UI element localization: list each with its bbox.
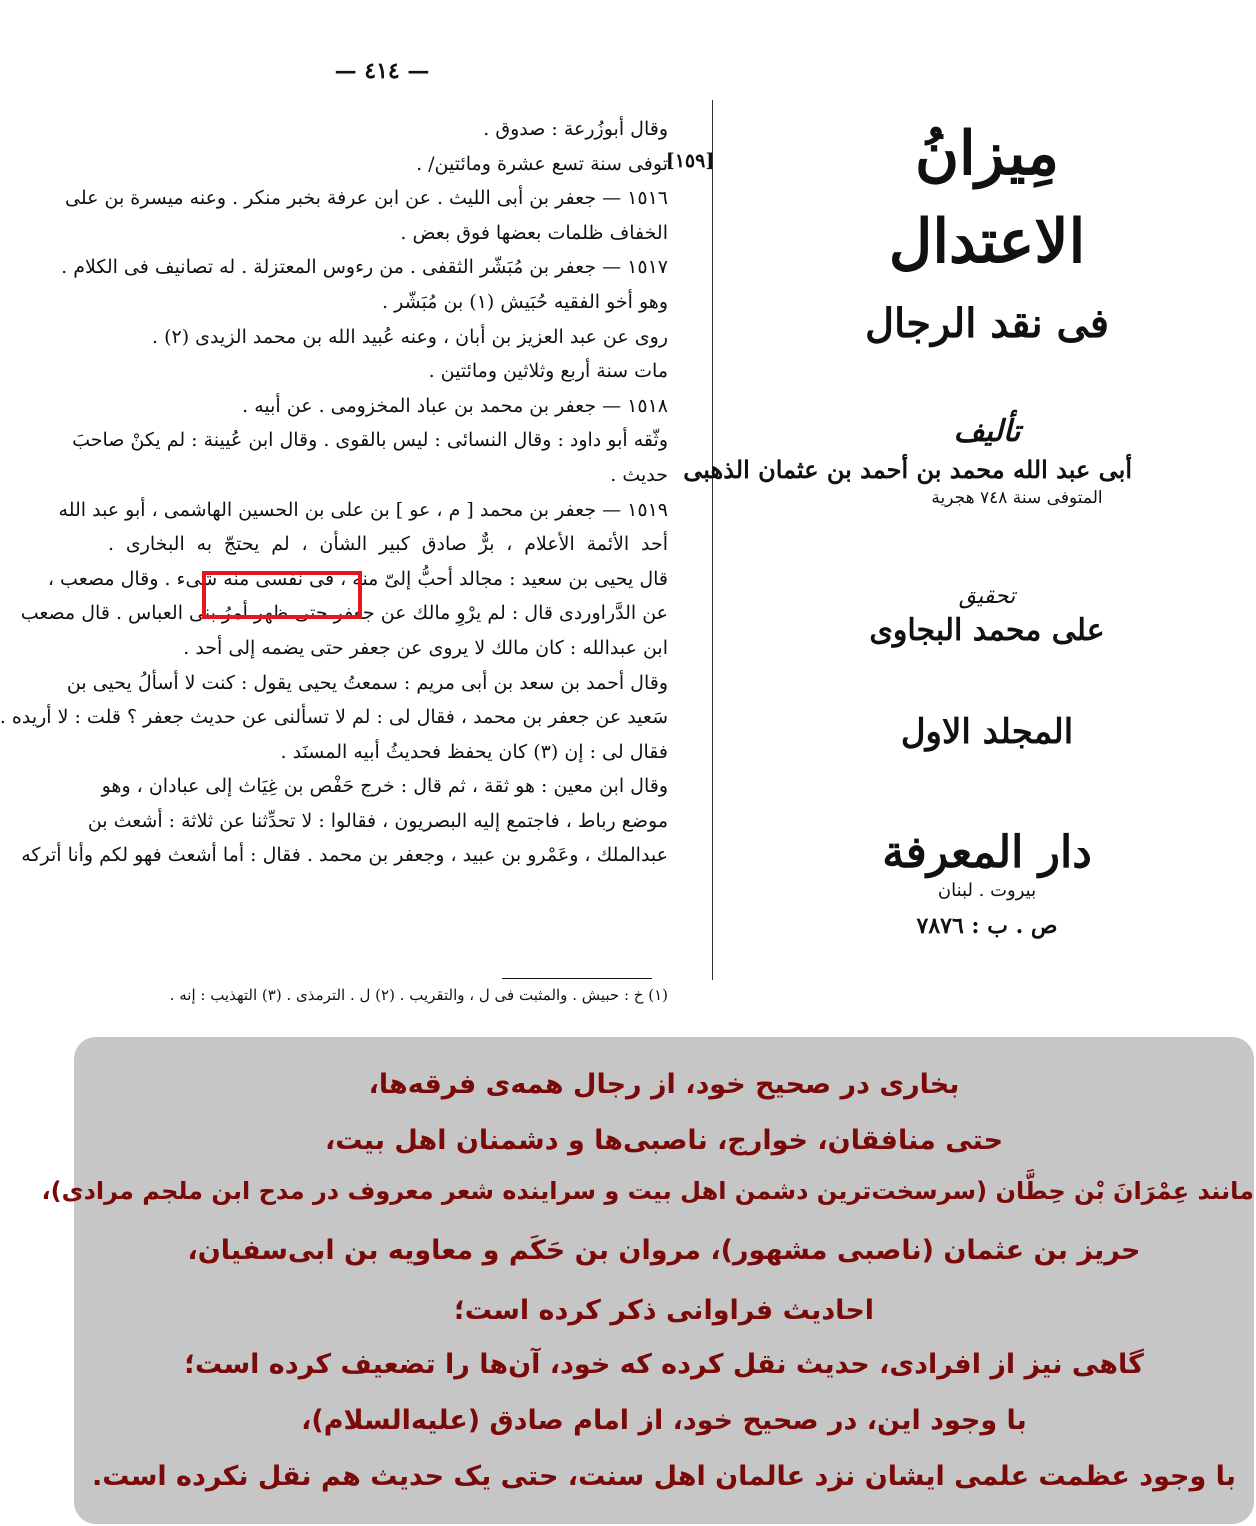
- publisher-city: بيروت . لبنان: [937, 880, 1037, 901]
- body-line: روى عن عبد العزيز بن أبان ، وعنه عُبيد الله بن محمد الزيدى (٢) .: [152, 325, 668, 348]
- body-line: عبدالملك ، وعَمْرو بن عبيد ، وجعفر بن محمد . فقال : أما أشعث فهو لكم وأنا أتركه: [21, 844, 668, 867]
- volume-label: المجلد الاول: [900, 712, 1074, 752]
- publisher-name: دار المعرفة: [882, 827, 1092, 878]
- body-line: ١٥١٨ — جعفر بن محمد بن عباد المخزومى . عن أبيه .: [242, 394, 668, 417]
- highlight-box: [202, 571, 362, 619]
- body-line: ١٥١٧ — جعفر بن مُبَشّر الثقفى . من رءوس المعتزلة . له تصانيف فى الكلام .: [61, 256, 668, 279]
- commentary-line: گاهی نیز از افرادی، حدیث نقل کرده که خود، آن‌ها را تضعیف کرده است؛: [184, 1349, 1144, 1380]
- body-line: موضع رباط ، فاجتمع إليه البصريون ، فقالوا : لا تحدِّثنا عن ثلاثة : أشعث بن: [87, 809, 668, 832]
- body-text: [0, 112, 668, 982]
- footnotes: (١) خ : حبيش . والمثبت فى ل ، والتقريب . (٢) ل . الترمذى . (٣) التهذيب : إنه .: [169, 986, 668, 1004]
- body-line: وقال ابن معين : هو ثقة ، ثم قال : خرج حَفْص بن غِيَاث إلى عبادان ، وهو: [101, 775, 668, 798]
- body-line: عن الدَّراوردى قال : لم يرْوِ مالك عن جعفر حتى ظهر أمرُ بنى العباس . قال مصعب: [20, 602, 668, 625]
- column-divider: [712, 100, 713, 980]
- authored-label: تأليف: [953, 414, 1021, 449]
- body-line: حديث .: [610, 463, 668, 486]
- page-number: — ٤١٤ —: [334, 58, 430, 84]
- body-line: وقال أحمد بن سعد بن أبى مريم : سمعتُ يحيى يقول : كنت لا أسألُ يحيى بن: [66, 671, 668, 694]
- book-subtitle: فى نقد الرجال: [864, 300, 1110, 347]
- commentary-panel: [41, 1037, 1254, 1524]
- edited-label: تحقيق: [958, 584, 1016, 609]
- commentary-line: حریز بن عثمان (ناصبی مشهور)، مروان بن حَکَم و معاویه بن ابی‌سفیان،: [187, 1235, 1141, 1266]
- commentary-line: با وجود این، در صحیح خود، از امام صادق (علیه‌السلام)،: [301, 1405, 1027, 1436]
- book-title: مِيزانُ الاعتدال: [888, 119, 1086, 277]
- body-line: ابن عبدالله : كان مالك لا يروى عن جعفر حتى يضمه إلى أحد .: [183, 636, 668, 659]
- margin-note: [١٥٩]: [665, 150, 715, 172]
- author-name: أبى عبد الله محمد بن أحمد بن عثمان الذهبى: [683, 455, 1132, 484]
- commentary-line: مانند عِمْرَانَ بْن حِطَّان (سرسخت‌ترین دشمن اهل بیت و سراینده شعر معروف در مدح ابن ملجم مرادی)،: [41, 1177, 1254, 1205]
- body-line: قال يحيى بن سعيد : مجالد أحبُّ إلىّ منه ، فى نفسى منه شىء . وقال مصعب ،: [47, 567, 668, 590]
- body-line: وقال أبوزُرعة : صدوق .: [483, 118, 668, 140]
- body-line: وثّقه أبو داود : وقال النسائى : ليس بالقوى . وقال ابن عُيينة : لم يكنْ صاحبَ: [72, 429, 668, 452]
- body-line: ١٥١٩ — جعفر بن محمد [ م ، عو ] بن على بن الحسين الهاشمى ، أبو عبد الله: [58, 498, 668, 521]
- body-line: توفى سنة تسع عشرة ومائتين/ .: [416, 152, 668, 175]
- commentary-line: احادیث فراوانی ذکر کرده است؛: [453, 1295, 875, 1326]
- editor-name: على محمد البجاوى: [869, 613, 1105, 648]
- footnote-rule: [502, 978, 652, 979]
- publisher-pobox: ص . ب : ٧٨٧٦: [916, 913, 1058, 939]
- commentary-line: با وجود عظمت علمی ایشان نزد عالمان اهل سنت، حتی یک حدیث هم نقل نکرده است.: [92, 1461, 1236, 1492]
- commentary-line: بخاری در صحیح خود، از رجال همه‌ی فرقه‌ها،: [368, 1069, 960, 1100]
- body-line: وهو أخو الفقيه حُبَيش (١) بن مُبَشّر .: [382, 290, 668, 313]
- body-line: مات سنة أربع وثلاثين ومائتين .: [428, 360, 668, 383]
- author-death-year: المتوفى سنة ٧٤٨ هجرية: [931, 488, 1103, 508]
- body-line: فقال لى : إن (٣) كان يحفظ فحديثُ أبيه المسنَد .: [280, 740, 668, 763]
- body-line: ١٥١٦ — جعفر بن أبى الليث . عن ابن عرفة بخبر منكر . وعنه ميسرة بن على: [65, 187, 668, 210]
- body-line: أحد الأئمة الأعلام ، برٌّ صادق كبير الشأن ، لم يحتجّ به البخارى .: [108, 533, 668, 556]
- commentary-line: حتی منافقان، خوارج، ناصبی‌ها و دشمنان اهل بیت،: [324, 1125, 1004, 1156]
- body-line: الخفاف ظلمات بعضها فوق بعض .: [400, 221, 668, 244]
- body-line: سَعيد عن جعفر بن محمد ، فقال لى : لم لا تسألنى عن حديث جعفر ؟ قلت : لا أريده .: [0, 706, 668, 729]
